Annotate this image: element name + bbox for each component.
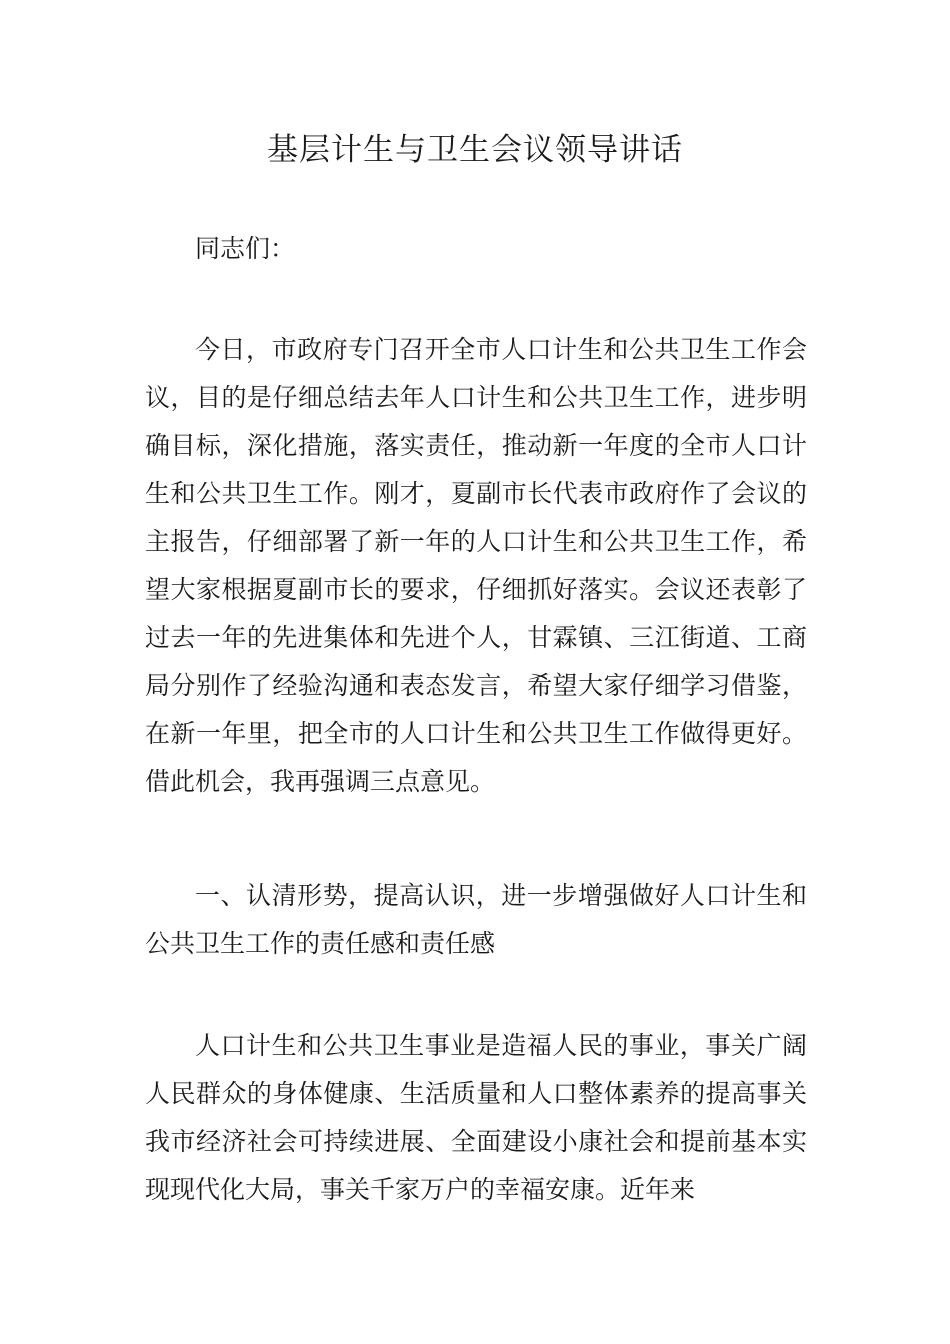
salutation: 同志们： bbox=[195, 234, 296, 263]
document-title: 基层计生与卫生会议领导讲话 bbox=[267, 132, 683, 168]
paragraph-section-1: 人口计生和公共卫生事业是造福人民的事业，事关广阔人民群众的身体健康、生活质量和人口整体素养的提高事关我市经济社会可持续进展、全面建设小康社会和提前基本实现现代化大局，事关千家万户的幸福安康。近年来 bbox=[145, 1031, 807, 1204]
section-heading-1: 一、认清形势，提高认识，进一步增强做好人口计生和公共卫生工作的责任感和责任感 bbox=[145, 881, 807, 958]
paragraph-intro: 今日，市政府专门召开全市人口计生和公共卫生工作会议，目的是仔细总结去年人口计生和公共卫生工作，进步明确目标，深化措施，落实责任，推动新一年度的全市人口计生和公共卫生工作。刚才，夏副市长代表市政府作了会议的主报告，仔细部署了新一年的人口计生和公共卫生工作，希望大家根据夏副市长的要求，仔细抓好落实。会议还表彰了过去一年的先进集体和先进个人，甘霖镇、三江街道、工商局分别作了经验沟通和表态发言，希望大家仔细学习借鉴，在新一年里，把全市的人口计生和公共卫生工作做得更好。借此机会，我再强调三点意见。 bbox=[145, 335, 807, 796]
